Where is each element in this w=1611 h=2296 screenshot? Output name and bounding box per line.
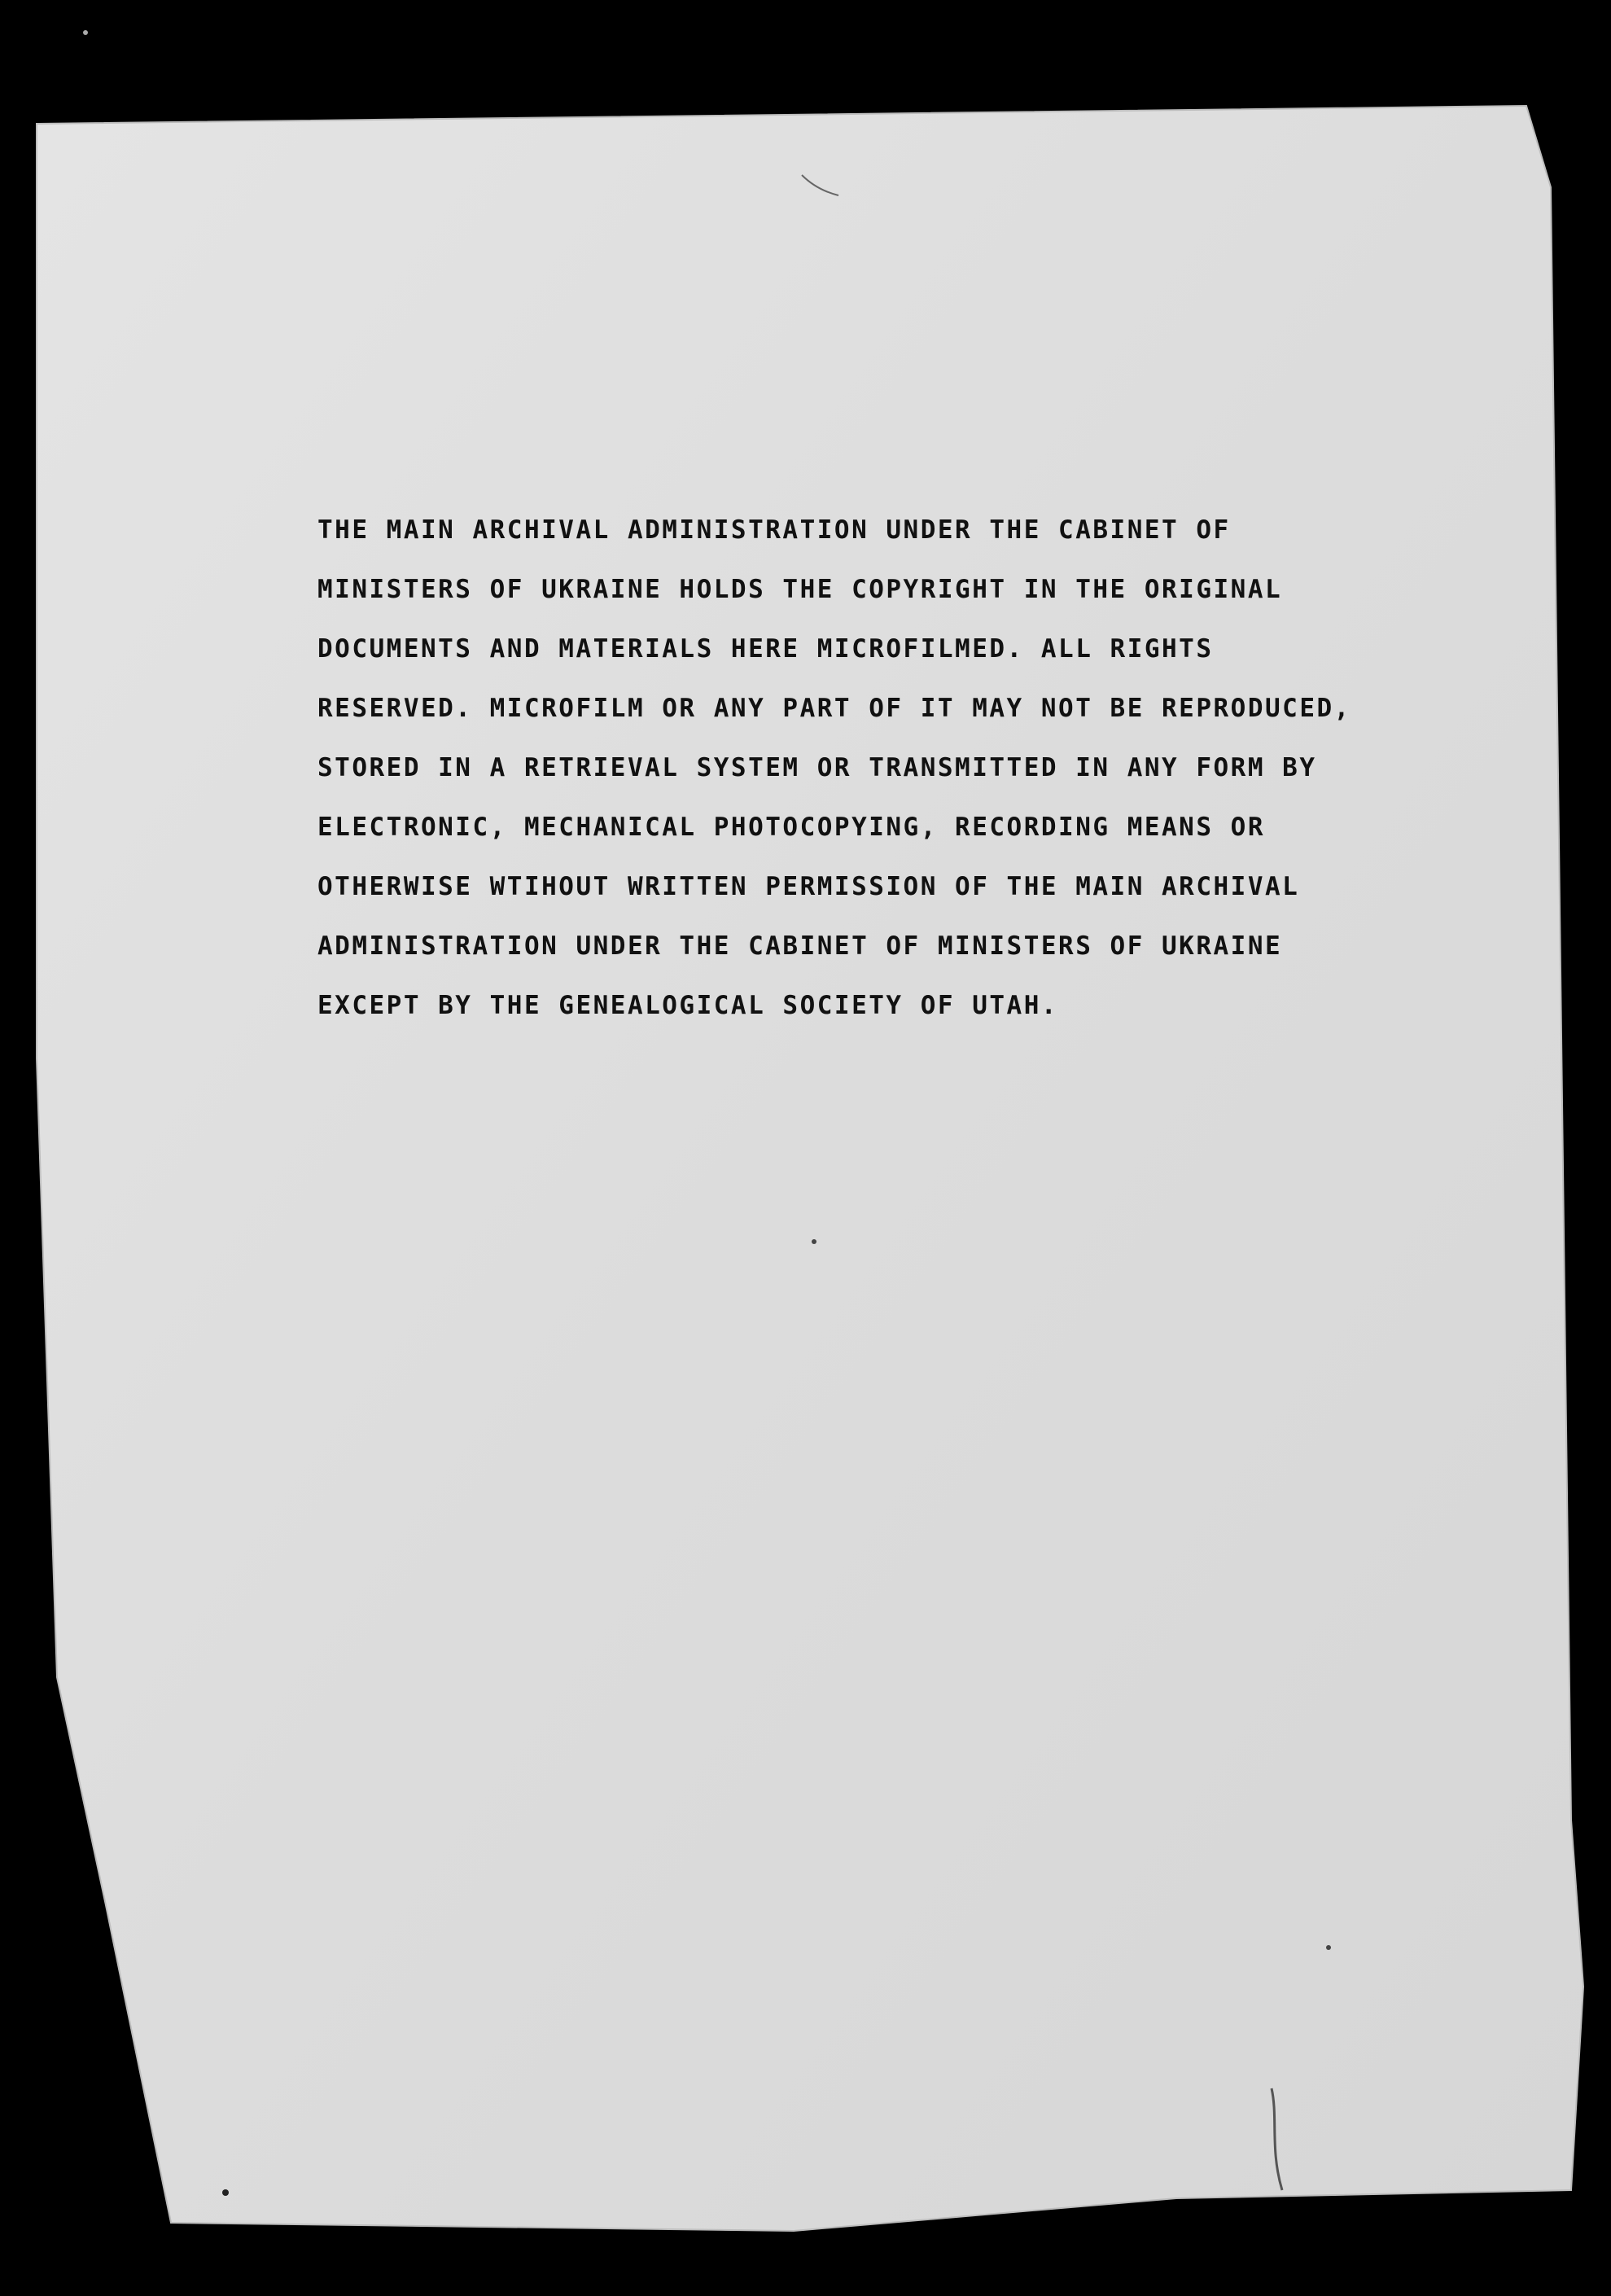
notice-line: OTHERWISE WTIHOUT WRITTEN PERMISSION OF THE MAIN ARCHIVAL [317,872,1300,901]
paper-speck-dot [812,1239,816,1244]
notice-line: EXCEPT BY THE GENEALOGICAL SOCIETY OF UTAH. [317,991,1059,1020]
scan-edge-dot [83,30,88,35]
notice-line: THE MAIN ARCHIVAL ADMINISTRATION UNDER THE CABINET OF [317,515,1231,545]
paper-speck-dot [222,2189,229,2196]
notice-line: DOCUMENTS AND MATERIALS HERE MICROFILMED. ALL RIGHTS [317,634,1214,664]
notice-line: STORED IN A RETRIEVAL SYSTEM OR TRANSMITTED IN ANY FORM BY [317,753,1317,782]
copyright-notice [317,501,1457,1036]
paper-speck-dot [1326,1945,1331,1950]
notice-line: RESERVED. MICROFILM OR ANY PART OF IT MAY NOT BE REPRODUCED, [317,694,1351,723]
notice-line: MINISTERS OF UKRAINE HOLDS THE COPYRIGHT IN THE ORIGINAL [317,575,1283,604]
notice-line: ELECTRONIC, MECHANICAL PHOTOCOPYING, RECORDING MEANS OR [317,813,1265,842]
paper-shape [37,106,1583,2231]
notice-line: ADMINISTRATION UNDER THE CABINET OF MINISTERS OF UKRAINE [317,931,1283,961]
